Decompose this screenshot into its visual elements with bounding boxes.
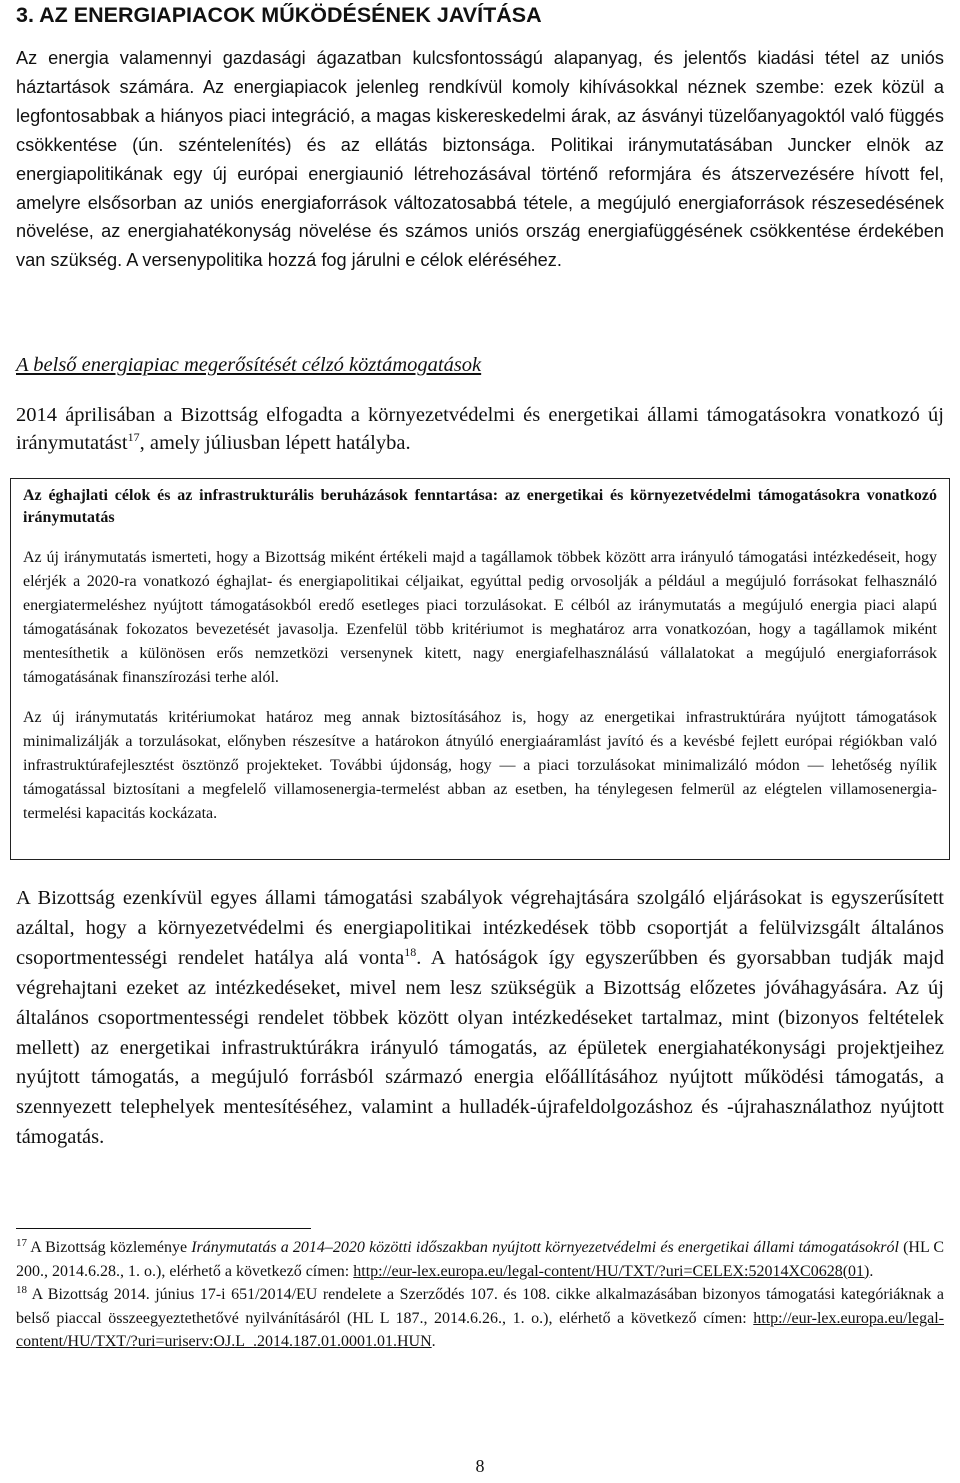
footnote-text: A Bizottság közleménye (27, 1239, 192, 1256)
footnote-17 (16, 1236, 944, 1283)
gber-text: A Bizottság ezenkívül egyes állami támogatási szabályok végrehajtására szolgáló eljárásokat is egyszerűsített azáltal, hogy a környezetvédelmi és energiapolitikai intézkedések több csoportját a felülvizsgált általános csoportmentességi rendelet hatálya alá vonta (16, 887, 944, 969)
footnote-ref-17[interactable]: 17 (127, 429, 140, 444)
footnote-number: 17 (16, 1237, 27, 1249)
footnote-18 (16, 1283, 944, 1354)
footnote-text: A Bizottság 2014. június 17-i 651/2014/EU rendelete a Szerződés 107. és 108. cikke alkalmazásában bizonyos támogatási kategóriáknak a belső piaccal összeegyeztethetővé nyilvánításáról (HL L 187., 2014.6.26., 1. o.), elérhető a következő címen: (16, 1286, 944, 1327)
section-heading: 3. AZ ENERGIAPIACOK MŰKÖDÉSÉNEK JAVÍTÁSA (16, 3, 542, 27)
box-paragraph-1: Az új iránymutatás ismerteti, hogy a Bizottság miként értékeli majd a tagállamok többek között arra irányuló támogatási intézkedéseit, hogy elérjék a 2020-ra vonatkozó éghajlat- és energiapolitikai céljaikat, egyúttal pedig orvosolják a például a megújuló forrásokat felhasználó energiatermeléshez nyújtott támogatásokból eredő esetleges piaci torzulásokat. E célból az iránymutatás a megújuló energia piaci alapú támogatásának fokozatos bevezetését javasolja. Ezenfelül több kritériumot is meghatároz arra vonatkozóan, hogy a tagállamok miként mentesíthetik a különösen erős nemzetközi versenynek kitett, nagy energiafelhasználású vállalatokat a megújuló energiaforrások támogatásának finanszírozási terhe alól. (23, 549, 937, 686)
footnote-end: . (869, 1262, 874, 1280)
guidelines-box (10, 478, 950, 860)
footnote-link[interactable]: http://eur-lex.europa.eu/legal-content/HU/TXT/?uri=uriserv:OJ.L_.2014.187.01.0001.01.HUN (16, 1309, 944, 1350)
footnote-title: Iránymutatás a 2014–2020 közötti időszakban nyújtott környezetvédelmi és energetikai állami támogatásokról (191, 1239, 899, 1256)
gber-paragraph (16, 884, 944, 1153)
footnote-number: 18 (16, 1284, 27, 1296)
footnote-ref-18[interactable]: 18 (404, 944, 417, 959)
guidelines-paragraph (16, 402, 944, 457)
box-paragraph-2: Az új iránymutatás kritériumokat határoz meg annak biztosításához is, hogy az energetikai infrastruktúrára nyújtott támogatások minimalizálják a torzulásokat, előnyben részesítve a határokon átnyúló energiaáramlást javító és a kevésbé fejlett európai régiókban való infrastruktúrafejlesztést ösztönző projekteket. További újdonság, hogy — a piaci torzulásokat minimalizáló módon — lehetőség nyílik támogatással biztosítani a megfelelő villamosenergia-termelést abban az esetben, ha ténylegesen felmerül az elégtelen villamosenergia-termelési kapacitás kockázata. (23, 709, 937, 823)
page-number: 8 (475, 1456, 485, 1476)
guidelines-text: 2014 áprilisában a Bizottság elfogadta a környezetvédelmi és energetikai állami támogatásokra vonatkozó új iránymutatást (16, 404, 944, 454)
subsection-heading: A belső energiapiac megerősítését célzó köztámogatások (16, 354, 482, 376)
footnote-separator (16, 1228, 311, 1229)
intro-paragraph: Az energia valamennyi gazdasági ágazatban kulcsfontosságú alapanyag, és jelentős kiadási tétel az uniós háztartások számára. Az energiapiacok jelenleg rendkívül komoly kihívásokkal néznek szembe: ezek közül a legfontosabbak a hiányos piaci integráció, a magas kiskereskedelmi árak, az ásványi tüzelőanyagoktól való függés csökkentése (ún. széntelenítés) és az ellátás biztonsága. Politikai iránymutatásában Juncker elnök az energiapolitikának egy új európai energiaunió létrehozásával történő reformjára és átszervezésére hívott fel, amelyre elsősorban az uniós energiaforrások változatosabbá tétele, a megújuló energiaforrások részesedésének növelése, az energiahatékonyság növelése és számos uniós ország energiafüggésének csökkentése érdekében van szükség. A versenypolitika hozzá fog járulni e célok eléréséhez. (16, 48, 944, 271)
gber-text-end: . A hatóságok így egyszerűbben és gyorsabban tudják majd végrehajtani ezeket az intézkedéseket, mivel nem lesz szükségük a Bizottság előzetes jóváhagyására. Az új általános csoportmentességi rendelet többek között olyan intézkedéseket tartalmaz, mint (bizonyos feltételek mellett) az energetikai infrastruktúrákra irányuló támogatás, az épületek energiahatékonysági projektjeihez nyújtott támogatás, a megújuló forrásból származó energia előállításához nyújtott működési támogatás, a szennyezett telephelyek mentesítéséhez, valamint a hulladék-újrafeldolgozáshoz és -újrahasználathoz nyújtott támogatás. (16, 946, 944, 1149)
footnote-end: . (431, 1333, 436, 1350)
footnotes (16, 1236, 944, 1354)
footnote-link[interactable]: http://eur-lex.europa.eu/legal-content/HU/TXT/?uri=CELEX:52014XC0628(01) (353, 1262, 870, 1280)
guidelines-text-end: , amely júliusban lépett hatályba. (139, 431, 411, 454)
footnote-text: (HL C 200., 2014.6.28., 1. o.), elérhető a következő címen: (16, 1239, 945, 1280)
box-title: Az éghajlati célok és az infrastrukturális beruházások fenntartása: az energetikai és környezetvédelmi támogatásokra vonatkozó iránymutatás (23, 487, 937, 526)
